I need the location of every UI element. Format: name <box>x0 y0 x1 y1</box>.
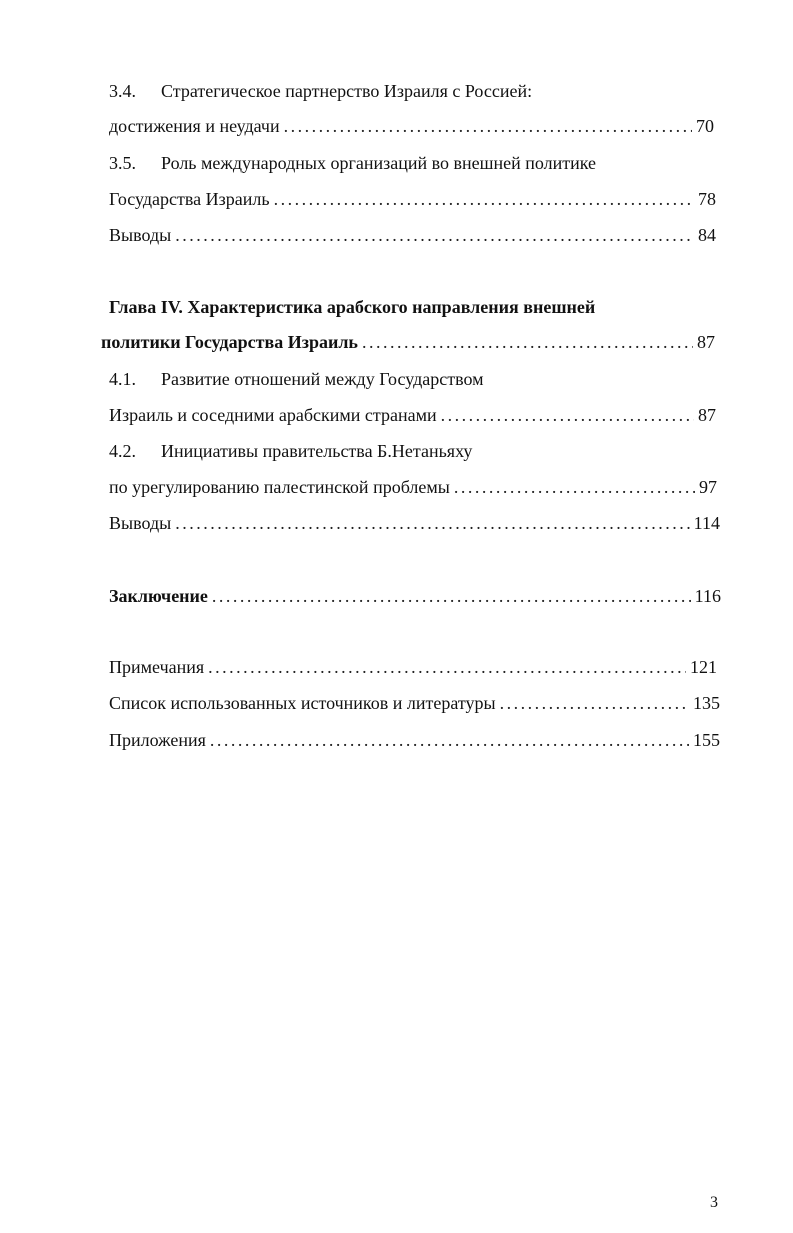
section-title-line: Развитие отношений между Государством <box>161 369 484 389</box>
toc-entry-label: Израиль и соседними арабскими странами <box>109 405 437 425</box>
section-number: 4.2. <box>109 441 136 461</box>
leader-dots <box>362 331 693 353</box>
toc-entry-label: Выводы <box>109 513 172 533</box>
toc-4-1-heading <box>109 368 484 390</box>
leader-dots <box>208 656 686 678</box>
leader-dots <box>175 224 694 246</box>
toc-4-2-heading <box>109 440 472 462</box>
toc-entry-label: Заключение <box>109 586 208 606</box>
leader-dots <box>454 476 695 498</box>
toc-entry-label: Примечания <box>109 657 205 677</box>
toc-entry-conclusion[interactable] <box>109 585 721 607</box>
section-title-line: Инициативы правительства Б.Нетаньяху <box>161 441 473 461</box>
toc-page-number: 84 <box>698 225 716 245</box>
leader-dots <box>175 512 689 534</box>
toc-page-number: 87 <box>698 405 716 425</box>
toc-page-number: 114 <box>693 513 720 533</box>
leader-dots <box>274 188 694 210</box>
section-number: 3.4. <box>109 81 136 101</box>
toc-page-number: 155 <box>693 730 720 750</box>
toc-entry-chapter-4[interactable] <box>101 331 715 353</box>
toc-entry-sources[interactable] <box>109 692 720 714</box>
section-number: 4.1. <box>109 369 136 389</box>
toc-entry-4-1[interactable] <box>109 404 716 426</box>
toc-entry-4-2[interactable] <box>109 476 717 498</box>
toc-3-4-heading <box>109 80 532 102</box>
leader-dots <box>500 692 689 714</box>
toc-page-number: 135 <box>693 693 720 713</box>
toc-page-number: 78 <box>698 189 716 209</box>
toc-page-number: 121 <box>690 657 717 677</box>
toc-entry-appendices[interactable] <box>109 729 720 751</box>
leader-dots <box>212 585 691 607</box>
toc-entry-label: достижения и неудачи <box>109 116 280 136</box>
chapter-4-title: Глава IV. Характеристика арабского направления внешней <box>109 297 596 317</box>
toc-entry-3-4[interactable] <box>109 115 714 137</box>
section-title-line: Роль международных организаций во внешней политике <box>161 153 597 173</box>
page-number: 3 <box>710 1194 718 1211</box>
toc-page-number: 116 <box>694 586 721 606</box>
toc-entry-label: Выводы <box>109 225 172 245</box>
leader-dots <box>441 404 694 426</box>
toc-entry-conclusions-3[interactable] <box>109 224 716 246</box>
section-number: 3.5. <box>109 153 136 173</box>
toc-entry-conclusions-4[interactable] <box>109 512 720 534</box>
toc-entry-label: по урегулированию палестинской проблемы <box>109 477 450 497</box>
section-title-line: Стратегическое партнерство Израиля с Россией: <box>161 81 533 101</box>
toc-entry-label: Приложения <box>109 730 206 750</box>
toc-page-number: 70 <box>696 116 714 136</box>
toc-entry-3-5[interactable] <box>109 188 716 210</box>
toc-page-number: 97 <box>699 477 717 497</box>
toc-entry-label: Государства Израиль <box>109 189 270 209</box>
toc-3-5-heading <box>109 152 596 174</box>
toc-entry-label: политики Государства Израиль <box>101 332 358 352</box>
leader-dots <box>210 729 689 751</box>
toc-entry-notes[interactable] <box>109 656 717 678</box>
leader-dots <box>284 115 692 137</box>
toc-page-number: 87 <box>697 332 715 352</box>
toc-entry-label: Список использованных источников и литературы <box>109 693 496 713</box>
